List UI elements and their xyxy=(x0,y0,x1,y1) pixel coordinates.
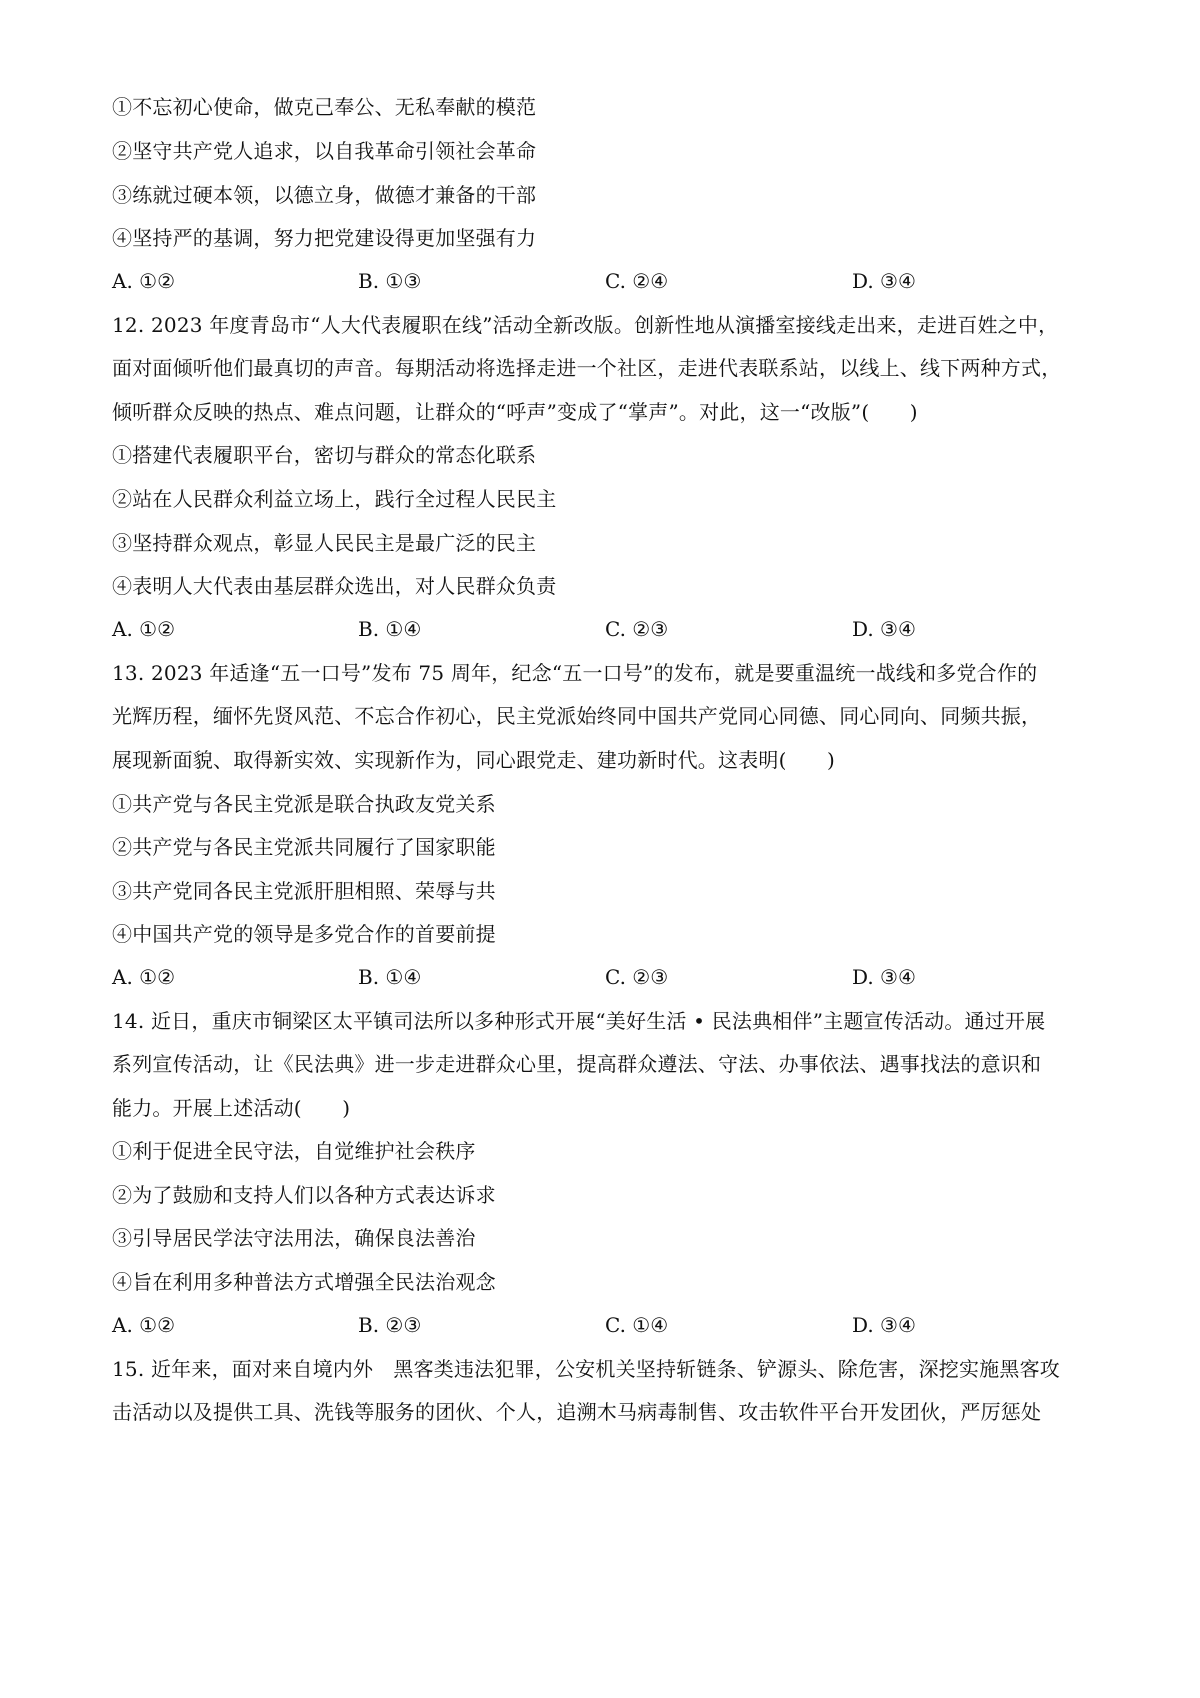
q11-options xyxy=(112,266,1102,296)
q13-statement-3: ③共产党同各民主党派肝胆相照、荣辱与共 xyxy=(112,879,496,903)
q11-option-b: B. ①③ xyxy=(358,269,422,293)
q13-stem-line-3: 展现新面貌、取得新实效、实现新作为，同心跟党走、建功新时代。这表明( ) xyxy=(112,748,836,772)
q13-option-a: A. ①② xyxy=(112,965,176,989)
q14-option-b: B. ②③ xyxy=(358,1313,422,1337)
q14-statement-4: ④旨在利用多种普法方式增强全民法治观念 xyxy=(112,1270,496,1294)
q14-statement-2: ②为了鼓励和支持人们以各种方式表达诉求 xyxy=(112,1183,496,1207)
q12-stem-line-3: 倾听群众反映的热点、难点问题，让群众的“呼声”变成了“掌声”。对此，这一“改版”( ) xyxy=(112,400,918,424)
q12-option-b: B. ①④ xyxy=(358,617,422,641)
q15-stem-line-1: 15. 近年来，面对来自境内外 黑客类违法犯罪，公安机关坚持斩链条、铲源头、除危害，深挖实施黑客攻 xyxy=(112,1357,1060,1381)
q13-stem-line-1: 13. 2023 年适逢“五一口号”发布 75 周年，纪念“五一口号”的发布，就是要重温统一战线和多党合作的 xyxy=(112,661,1038,685)
q14-statement-3: ③引导居民学法守法用法，确保良法善治 xyxy=(112,1226,476,1250)
q12-options xyxy=(112,614,1102,644)
q12-statement-2: ②站在人民群众利益立场上，践行全过程人民民主 xyxy=(112,487,557,511)
q12-option-c: C. ②③ xyxy=(605,617,669,641)
q13-statement-1: ①共产党与各民主党派是联合执政友党关系 xyxy=(112,792,496,816)
q15-stem-line-2: 击活动以及提供工具、洗钱等服务的团伙、个人，追溯木马病毒制售、攻击软件平台开发团伙，严厉惩处 xyxy=(112,1400,1042,1424)
q13-option-d: D. ③④ xyxy=(852,965,916,989)
q12-statement-1: ①搭建代表履职平台，密切与群众的常态化联系 xyxy=(112,443,537,467)
q12-option-a: A. ①② xyxy=(112,617,176,641)
q13-statement-4: ④中国共产党的领导是多党合作的首要前提 xyxy=(112,922,496,946)
q12-statement-4: ④表明人大代表由基层群众选出，对人民群众负责 xyxy=(112,574,557,598)
q14-statement-1: ①利于促进全民守法，自觉维护社会秩序 xyxy=(112,1139,476,1163)
q11-statement-2: ②坚守共产党人追求，以自我革命引领社会革命 xyxy=(112,139,537,163)
q11-option-c: C. ②④ xyxy=(605,269,669,293)
q11-option-d: D. ③④ xyxy=(852,269,916,293)
q12-stem-line-1: 12. 2023 年度青岛市“人大代表履职在线”活动全新改版。创新性地从演播室接线走出来，走进百姓之中， xyxy=(112,313,1059,337)
q11-statement-3: ③练就过硬本领，以德立身，做德才兼备的干部 xyxy=(112,183,537,207)
q13-options xyxy=(112,962,1102,992)
q12-stem-line-2: 面对面倾听他们最真切的声音。每期活动将选择走进一个社区，走进代表联系站，以线上、线下两种方式， xyxy=(112,356,1062,380)
q14-option-a: A. ①② xyxy=(112,1313,176,1337)
q13-statement-2: ②共产党与各民主党派共同履行了国家职能 xyxy=(112,835,496,859)
q11-option-a: A. ①② xyxy=(112,269,176,293)
q14-options xyxy=(112,1310,1102,1340)
q13-option-b: B. ①④ xyxy=(358,965,422,989)
q11-statement-4: ④坚持严的基调，努力把党建设得更加坚强有力 xyxy=(112,226,537,250)
q14-option-c: C. ①④ xyxy=(605,1313,669,1337)
q12-option-d: D. ③④ xyxy=(852,617,916,641)
q14-option-d: D. ③④ xyxy=(852,1313,916,1337)
q14-stem-line-3: 能力。开展上述活动( ) xyxy=(112,1096,351,1120)
q14-stem-line-2: 系列宣传活动，让《民法典》进一步走进群众心里，提高群众遵法、守法、办事依法、遇事找法的意识和 xyxy=(112,1052,1042,1076)
q11-statement-1: ①不忘初心使命，做克己奉公、无私奉献的模范 xyxy=(112,95,537,119)
q13-option-c: C. ②③ xyxy=(605,965,669,989)
q12-statement-3: ③坚持群众观点，彰显人民民主是最广泛的民主 xyxy=(112,531,537,555)
q13-stem-line-2: 光辉历程，缅怀先贤风范、不忘合作初心，民主党派始终同中国共产党同心同德、同心同向、同频共振， xyxy=(112,704,1042,728)
q14-stem-line-1: 14. 近日，重庆市铜梁区太平镇司法所以多种形式开展“美好生活 • 民法典相伴”主题宣传活动。通过开展 xyxy=(112,1009,1046,1033)
